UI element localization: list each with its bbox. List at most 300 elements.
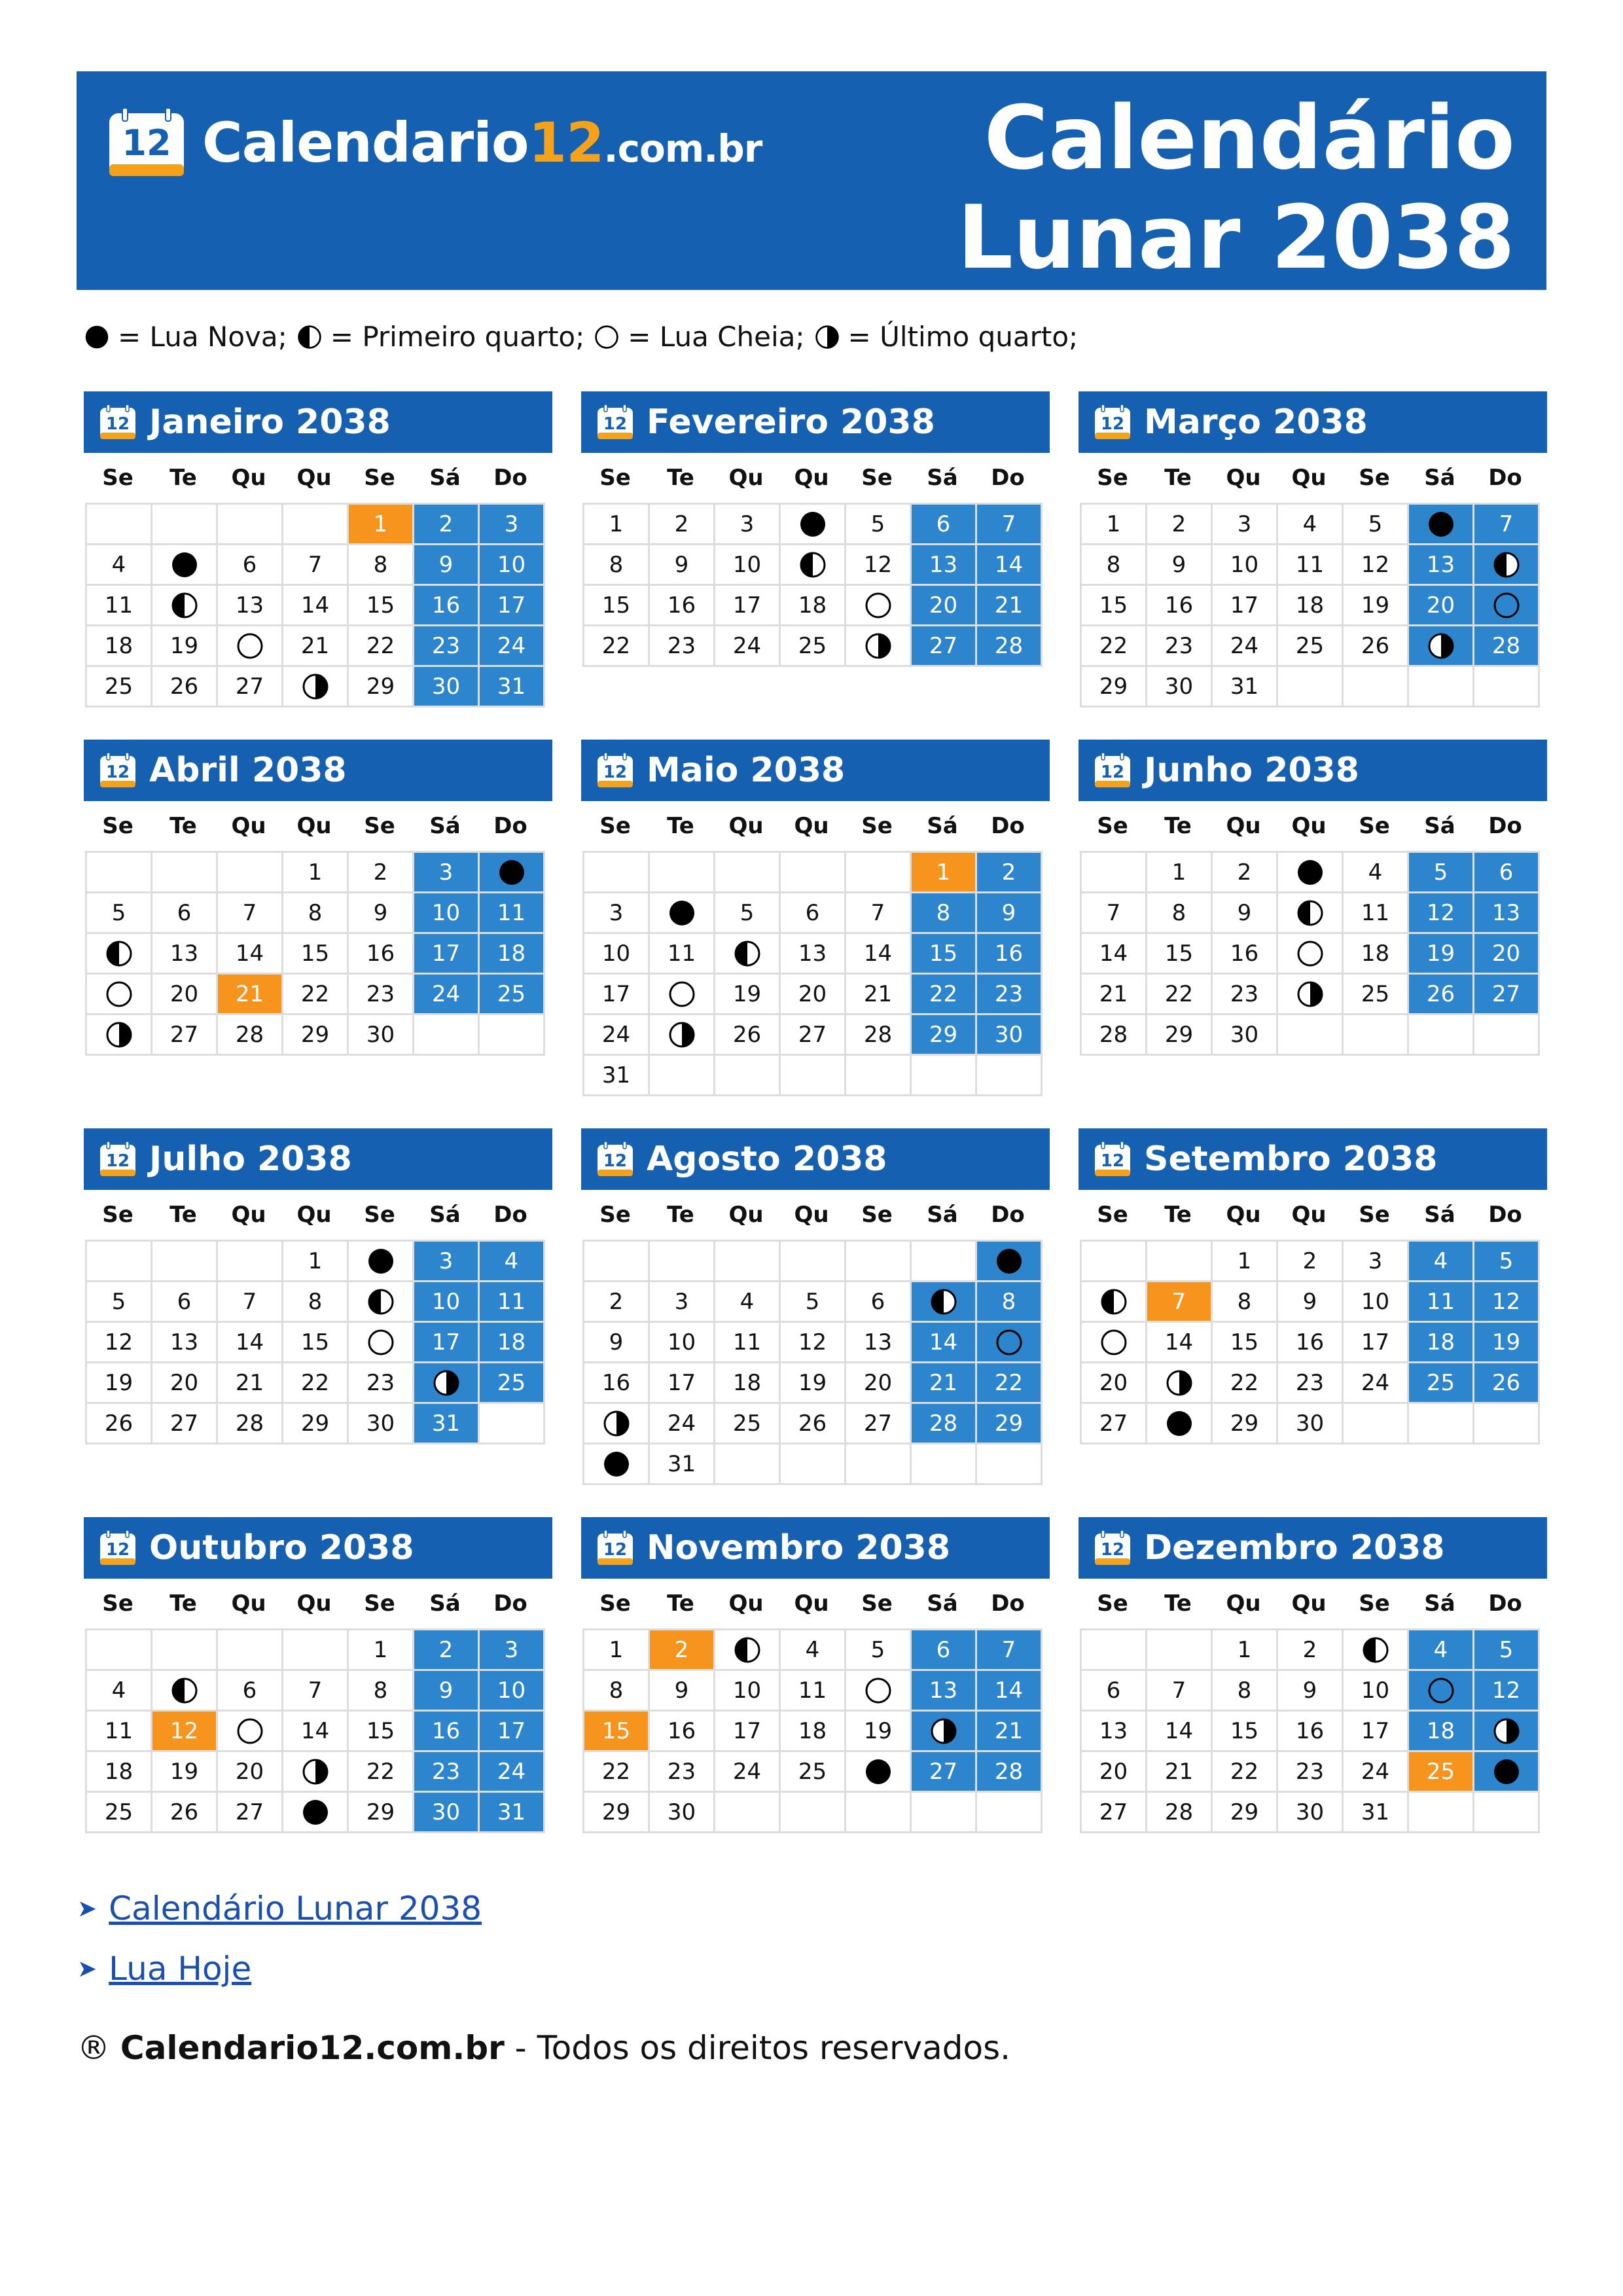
empty-day-cell <box>650 1056 715 1096</box>
weekday-label: Te <box>667 465 694 491</box>
day-cell: 5 <box>87 893 152 934</box>
day-cell: 20 <box>1082 1363 1147 1404</box>
weekday-label: Sá <box>429 465 461 491</box>
weekday-label: Do <box>1488 465 1522 491</box>
empty-day-cell <box>846 1793 912 1833</box>
day-cell: 20 <box>781 975 846 1015</box>
last-quarter-moon-icon <box>1427 632 1455 660</box>
day-cell: 7 <box>1082 893 1147 934</box>
day-cell: 2 <box>414 505 480 545</box>
month-calendar <box>581 1517 1050 1833</box>
footer-rights: - Todos os direitos reservados. <box>504 2029 1011 2067</box>
site-logo[interactable] <box>105 107 762 179</box>
day-cell: 13 <box>1474 893 1540 934</box>
month-header <box>1079 391 1547 453</box>
day-cell: 17 <box>584 975 650 1015</box>
day-cell: 6 <box>846 1282 912 1323</box>
day-cell <box>1474 545 1540 586</box>
day-cell: 3 <box>414 853 480 893</box>
month-name: Agosto 2038 <box>647 1139 887 1179</box>
last-quarter-moon-icon <box>1492 1717 1521 1746</box>
month-header <box>84 740 552 801</box>
day-cell: 13 <box>1082 1712 1147 1752</box>
weekday-label: Te <box>1164 1202 1192 1228</box>
day-cell <box>1474 1712 1540 1752</box>
day-cell: 13 <box>912 545 977 586</box>
day-cell: 17 <box>715 1712 781 1752</box>
empty-day-cell <box>846 1444 912 1485</box>
first-quarter-moon-icon <box>170 1676 199 1705</box>
empty-day-cell <box>152 853 218 893</box>
day-cell: 11 <box>650 934 715 975</box>
last-quarter-moon-icon <box>668 1020 696 1049</box>
weekday-label: Se <box>1359 1590 1390 1617</box>
day-cell: 4 <box>715 1282 781 1323</box>
empty-day-cell <box>1409 667 1474 708</box>
empty-day-cell <box>715 1793 781 1833</box>
arrow-icon: ➤ <box>77 1895 98 1922</box>
day-cell <box>977 1323 1043 1363</box>
day-cell: 6 <box>1082 1671 1147 1712</box>
empty-day-cell <box>480 1015 545 1056</box>
weekday-label: Se <box>1097 813 1128 839</box>
day-cell: 25 <box>480 1363 545 1404</box>
day-cell: 29 <box>1213 1404 1278 1444</box>
day-cell: 28 <box>977 626 1043 667</box>
day-cell: 18 <box>1409 1323 1474 1363</box>
empty-day-cell <box>715 1056 781 1096</box>
day-cell <box>152 1671 218 1712</box>
day-cell: 11 <box>781 1671 846 1712</box>
empty-day-cell <box>846 853 912 893</box>
weekday-label: Qu <box>296 813 332 839</box>
day-cell <box>1278 934 1344 975</box>
day-cell: 30 <box>414 1793 480 1833</box>
day-cell <box>414 1363 480 1404</box>
day-cell: 2 <box>650 1630 715 1671</box>
day-cell: 17 <box>1344 1712 1409 1752</box>
day-cell: 25 <box>87 1793 152 1833</box>
day-cell: 19 <box>846 1712 912 1752</box>
month-header <box>581 391 1050 453</box>
month-header <box>581 1128 1050 1190</box>
day-cell: 11 <box>87 1712 152 1752</box>
weekday-label: Te <box>667 813 694 839</box>
link-lunar-calendar[interactable]: Calendário Lunar 2038 <box>109 1890 482 1928</box>
full-moon-icon <box>236 1717 264 1746</box>
day-cell: 27 <box>152 1015 218 1056</box>
day-cell: 1 <box>584 1630 650 1671</box>
day-cell: 7 <box>977 1630 1043 1671</box>
weekday-label: Se <box>102 1590 134 1617</box>
day-cell: 8 <box>1213 1671 1278 1712</box>
empty-day-cell <box>715 853 781 893</box>
empty-day-cell <box>218 1242 283 1282</box>
day-grid <box>1080 851 1540 1056</box>
day-cell: 2 <box>349 853 414 893</box>
day-cell: 3 <box>480 1630 545 1671</box>
month-name: Setembro 2038 <box>1144 1139 1438 1179</box>
weekday-label: Qu <box>1291 813 1327 839</box>
new-moon-icon <box>1165 1409 1194 1438</box>
month-name: Dezembro 2038 <box>1144 1528 1445 1568</box>
day-cell: 16 <box>1147 586 1213 626</box>
day-cell: 2 <box>650 505 715 545</box>
last-quarter-moon-icon <box>814 324 840 350</box>
day-cell: 25 <box>781 1752 846 1793</box>
weekday-header-row <box>1080 453 1547 503</box>
day-cell <box>846 626 912 667</box>
weekday-label: Se <box>599 1202 631 1228</box>
day-cell: 22 <box>283 975 349 1015</box>
month-name: Junho 2038 <box>1144 751 1359 790</box>
day-cell: 25 <box>1344 975 1409 1015</box>
day-cell: 11 <box>87 586 152 626</box>
day-cell: 26 <box>715 1015 781 1056</box>
day-cell: 3 <box>414 1242 480 1282</box>
empty-day-cell <box>977 1444 1043 1485</box>
day-cell: 25 <box>1409 1363 1474 1404</box>
legend-label: = Primeiro quarto; <box>330 321 585 353</box>
day-cell: 31 <box>480 667 545 708</box>
first-quarter-moon-icon <box>296 324 323 350</box>
day-cell: 22 <box>283 1363 349 1404</box>
page-header <box>77 71 1546 290</box>
day-cell: 24 <box>480 626 545 667</box>
day-cell: 6 <box>912 505 977 545</box>
month-calendar <box>581 391 1050 667</box>
empty-day-cell <box>584 853 650 893</box>
day-cell: 28 <box>1147 1793 1213 1833</box>
last-quarter-moon-icon <box>105 1020 134 1049</box>
empty-day-cell <box>912 1056 977 1096</box>
last-quarter-moon-icon <box>929 1717 958 1746</box>
day-cell: 17 <box>715 586 781 626</box>
day-cell <box>1278 893 1344 934</box>
day-cell: 9 <box>584 1323 650 1363</box>
day-cell <box>152 586 218 626</box>
empty-day-cell <box>1344 667 1409 708</box>
day-cell: 16 <box>650 1712 715 1752</box>
day-cell: 25 <box>781 626 846 667</box>
weekday-label: Te <box>169 813 197 839</box>
day-cell: 14 <box>977 1671 1043 1712</box>
day-cell <box>1409 505 1474 545</box>
day-cell: 11 <box>1278 545 1344 586</box>
weekday-label: Sá <box>1424 1590 1455 1617</box>
day-cell: 24 <box>584 1015 650 1056</box>
day-cell: 29 <box>584 1793 650 1833</box>
last-quarter-moon-icon <box>301 1757 330 1786</box>
day-cell: 27 <box>1474 975 1540 1015</box>
empty-day-cell <box>152 1630 218 1671</box>
day-cell: 3 <box>584 893 650 934</box>
day-cell <box>1147 1363 1213 1404</box>
day-grid <box>85 503 545 708</box>
day-grid <box>1080 1628 1540 1833</box>
day-cell: 20 <box>218 1752 283 1793</box>
day-cell: 21 <box>218 975 283 1015</box>
day-cell: 21 <box>1147 1752 1213 1793</box>
day-cell: 29 <box>912 1015 977 1056</box>
new-moon-icon <box>864 1757 893 1786</box>
calendar-icon <box>596 752 635 789</box>
day-cell: 24 <box>1344 1363 1409 1404</box>
day-cell: 24 <box>715 626 781 667</box>
day-cell <box>283 667 349 708</box>
weekday-label: Se <box>861 1590 893 1617</box>
month-name: Fevereiro 2038 <box>647 403 935 442</box>
weekday-label: Do <box>991 1202 1025 1228</box>
day-cell: 10 <box>1344 1671 1409 1712</box>
new-moon-icon <box>602 1450 631 1479</box>
full-moon-icon <box>668 980 696 1009</box>
svg-text:12: 12 <box>603 1151 628 1171</box>
day-cell: 20 <box>1082 1752 1147 1793</box>
day-cell: 15 <box>912 934 977 975</box>
day-cell: 22 <box>1082 626 1147 667</box>
day-cell: 8 <box>283 1282 349 1323</box>
day-cell: 3 <box>1344 1242 1409 1282</box>
day-cell: 28 <box>218 1015 283 1056</box>
day-cell: 15 <box>584 586 650 626</box>
month-header <box>1079 1517 1547 1579</box>
day-cell: 6 <box>152 893 218 934</box>
day-cell: 19 <box>1474 1323 1540 1363</box>
day-cell: 8 <box>1147 893 1213 934</box>
day-cell: 29 <box>349 667 414 708</box>
weekday-label: Se <box>1359 1202 1390 1228</box>
day-cell: 28 <box>218 1404 283 1444</box>
day-cell: 14 <box>846 934 912 975</box>
month-name: Maio 2038 <box>647 751 846 790</box>
day-cell <box>349 1282 414 1323</box>
day-cell: 27 <box>1082 1404 1147 1444</box>
day-cell: 15 <box>1147 934 1213 975</box>
day-cell: 8 <box>584 545 650 586</box>
day-cell: 5 <box>1474 1242 1540 1282</box>
day-cell: 23 <box>414 1752 480 1793</box>
day-cell: 18 <box>480 934 545 975</box>
full-moon-icon <box>105 980 134 1009</box>
day-cell <box>912 1282 977 1323</box>
phase-legend <box>84 321 1087 353</box>
day-cell: 16 <box>414 586 480 626</box>
day-cell: 10 <box>1213 545 1278 586</box>
day-cell: 22 <box>1147 975 1213 1015</box>
day-cell: 24 <box>1344 1752 1409 1793</box>
day-cell: 7 <box>1147 1671 1213 1712</box>
day-cell: 24 <box>1213 626 1278 667</box>
empty-day-cell <box>1278 667 1344 708</box>
day-cell: 18 <box>1344 934 1409 975</box>
day-cell: 28 <box>846 1015 912 1056</box>
empty-day-cell <box>87 505 152 545</box>
new-moon-icon <box>1492 1757 1521 1786</box>
day-cell: 9 <box>977 893 1043 934</box>
full-moon-icon <box>366 1328 395 1357</box>
last-quarter-moon-icon <box>432 1369 461 1397</box>
day-cell: 26 <box>1474 1363 1540 1404</box>
day-cell: 23 <box>977 975 1043 1015</box>
calendar-icon <box>1093 1530 1132 1566</box>
day-cell: 18 <box>715 1363 781 1404</box>
day-cell: 13 <box>152 1323 218 1363</box>
month-name: Abril 2038 <box>149 751 347 790</box>
empty-day-cell <box>846 1056 912 1096</box>
day-cell: 14 <box>283 586 349 626</box>
day-cell: 28 <box>1474 626 1540 667</box>
first-quarter-moon-icon <box>1099 1287 1128 1316</box>
day-cell: 20 <box>846 1363 912 1404</box>
weekday-label: Sá <box>927 1202 958 1228</box>
month-calendar <box>84 1517 552 1833</box>
month-header <box>84 1517 552 1579</box>
day-cell: 12 <box>152 1712 218 1752</box>
day-cell: 10 <box>650 1323 715 1363</box>
day-cell: 1 <box>349 505 414 545</box>
svg-text:12: 12 <box>1100 414 1125 434</box>
day-cell: 14 <box>218 934 283 975</box>
day-cell: 9 <box>1147 545 1213 586</box>
day-cell: 1 <box>1082 505 1147 545</box>
page-title-line2: Lunar 2038 <box>957 187 1515 289</box>
day-grid <box>582 1240 1043 1485</box>
day-cell: 26 <box>152 1793 218 1833</box>
day-cell: 21 <box>218 1363 283 1404</box>
day-cell: 23 <box>349 975 414 1015</box>
full-moon-icon <box>236 632 264 660</box>
day-cell: 12 <box>1474 1671 1540 1712</box>
day-cell: 4 <box>1409 1630 1474 1671</box>
day-cell: 19 <box>152 626 218 667</box>
day-cell <box>846 586 912 626</box>
day-cell: 22 <box>584 1752 650 1793</box>
first-quarter-moon-icon <box>1361 1636 1390 1664</box>
day-cell <box>1344 1630 1409 1671</box>
day-cell: 23 <box>650 626 715 667</box>
day-cell: 18 <box>781 1712 846 1752</box>
first-quarter-moon-icon <box>1492 550 1521 579</box>
day-cell <box>846 1671 912 1712</box>
day-cell: 10 <box>715 1671 781 1712</box>
link-moon-today[interactable]: Lua Hoje <box>109 1950 252 1988</box>
day-cell: 8 <box>912 893 977 934</box>
day-cell <box>650 893 715 934</box>
day-cell: 3 <box>480 505 545 545</box>
day-cell: 2 <box>1278 1630 1344 1671</box>
day-cell: 4 <box>1278 505 1344 545</box>
day-cell: 1 <box>283 1242 349 1282</box>
new-moon-icon <box>301 1798 330 1827</box>
day-cell <box>480 853 545 893</box>
day-cell: 30 <box>1213 1015 1278 1056</box>
day-cell: 21 <box>977 586 1043 626</box>
day-cell: 15 <box>283 1323 349 1363</box>
day-cell: 5 <box>715 893 781 934</box>
day-cell <box>584 1404 650 1444</box>
weekday-header-row <box>582 453 1050 503</box>
day-cell: 7 <box>283 1671 349 1712</box>
day-cell: 24 <box>414 975 480 1015</box>
weekday-label: Se <box>1359 813 1390 839</box>
weekday-label: Qu <box>296 1590 332 1617</box>
day-cell: 24 <box>480 1752 545 1793</box>
day-grid <box>85 851 545 1056</box>
empty-day-cell <box>912 1242 977 1282</box>
day-cell: 21 <box>977 1712 1043 1752</box>
day-cell: 8 <box>977 1282 1043 1323</box>
empty-day-cell <box>1409 1404 1474 1444</box>
day-cell: 17 <box>480 586 545 626</box>
weekday-header-row <box>85 1579 552 1628</box>
last-quarter-moon-icon <box>602 1409 631 1438</box>
weekday-label: Se <box>861 1202 893 1228</box>
weekday-header-row <box>85 1190 552 1240</box>
day-cell: 13 <box>152 934 218 975</box>
weekday-label: Sá <box>927 1590 958 1617</box>
day-cell: 23 <box>414 626 480 667</box>
day-cell: 14 <box>1147 1323 1213 1363</box>
day-cell: 9 <box>650 545 715 586</box>
weekday-label: Qu <box>296 465 332 491</box>
month-calendar <box>84 1128 552 1444</box>
day-cell <box>650 1015 715 1056</box>
day-cell: 10 <box>584 934 650 975</box>
day-cell: 1 <box>283 853 349 893</box>
weekday-label: Se <box>1359 465 1390 491</box>
day-cell: 19 <box>1409 934 1474 975</box>
calendar-icon <box>596 404 635 440</box>
footer-symbol: ® <box>77 2029 110 2067</box>
month-calendar <box>1079 1128 1547 1444</box>
day-cell: 1 <box>1147 853 1213 893</box>
day-cell: 26 <box>87 1404 152 1444</box>
day-cell: 16 <box>414 1712 480 1752</box>
full-moon-icon <box>1296 939 1325 968</box>
day-cell: 31 <box>414 1404 480 1444</box>
empty-day-cell <box>1474 1793 1540 1833</box>
link-row <box>77 1878 482 1939</box>
day-cell: 7 <box>1147 1282 1213 1323</box>
month-name: Julho 2038 <box>149 1139 352 1179</box>
day-cell <box>87 1015 152 1056</box>
weekday-label: Te <box>169 465 197 491</box>
day-cell: 6 <box>218 545 283 586</box>
logo-text-main: Calendario <box>202 111 529 175</box>
empty-day-cell <box>912 1793 977 1833</box>
weekday-label: Se <box>102 1202 134 1228</box>
weekday-label: Sá <box>1424 813 1455 839</box>
day-cell <box>977 1242 1043 1282</box>
empty-day-cell <box>152 505 218 545</box>
empty-day-cell <box>650 1242 715 1282</box>
calendar-icon <box>98 1141 137 1177</box>
day-cell: 19 <box>781 1363 846 1404</box>
empty-day-cell <box>283 505 349 545</box>
first-quarter-moon-icon <box>733 939 762 968</box>
empty-day-cell <box>1147 1630 1213 1671</box>
day-cell: 4 <box>1409 1242 1474 1282</box>
weekday-label: Te <box>169 1202 197 1228</box>
new-moon-icon <box>798 510 827 539</box>
month-header <box>581 1517 1050 1579</box>
day-cell <box>1409 626 1474 667</box>
day-cell <box>349 1242 414 1282</box>
day-cell: 12 <box>781 1323 846 1363</box>
day-cell: 23 <box>349 1363 414 1404</box>
day-cell: 8 <box>283 893 349 934</box>
